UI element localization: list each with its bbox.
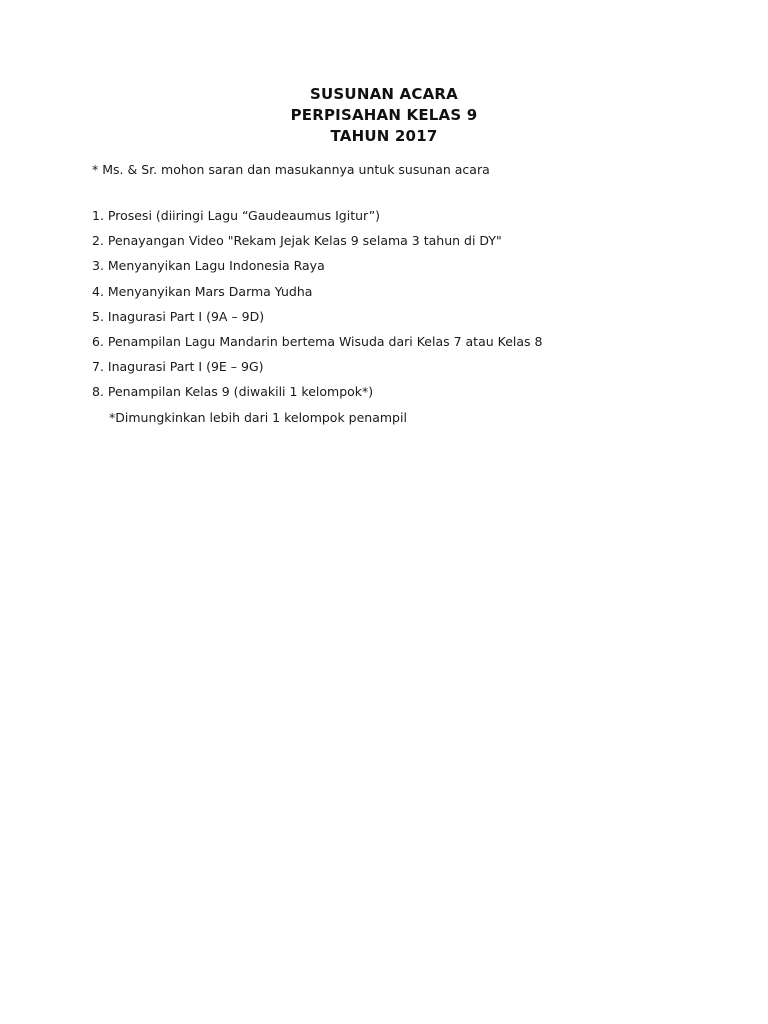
title-line-1: SUSUNAN ACARA [310,85,458,103]
agenda-item-6: 6. Penampilan Lagu Mandarin bertema Wisuda dari Kelas 7 atau Kelas 8 [92,334,543,350]
agenda-item-4: 4. Menyanyikan Mars Darma Yudha [92,283,313,299]
title-line-3: TAHUN 2017 [330,127,438,145]
agenda-item-8: 8. Penampilan Kelas 9 (diwakili 1 kelompok*) [92,384,374,400]
agenda-item-5: 5. Inagurasi Part I (9A – 9D) [92,308,265,324]
agenda-item-7: 7. Inagurasi Part I (9E – 9G) [92,359,264,375]
title-line-2: PERPISAHAN KELAS 9 [290,106,478,124]
agenda-item-1: 1. Prosesi (diiringi Lagu “Gaudeaumus Igitur”) [92,208,381,223]
request-note: * Ms. & Sr. mohon saran dan masukannya untuk susunan acara [92,162,490,177]
agenda-item-3: 3. Menyanyikan Lagu Indonesia Raya [92,258,325,274]
agenda-item-2: 2. Penayangan Video "Rekam Jejak Kelas 9 selama 3 tahun di DY" [92,233,502,249]
agenda-list [92,203,542,430]
document-title [0,84,768,147]
agenda-footnote: *Dimungkinkan lebih dari 1 kelompok penampil [109,409,407,425]
